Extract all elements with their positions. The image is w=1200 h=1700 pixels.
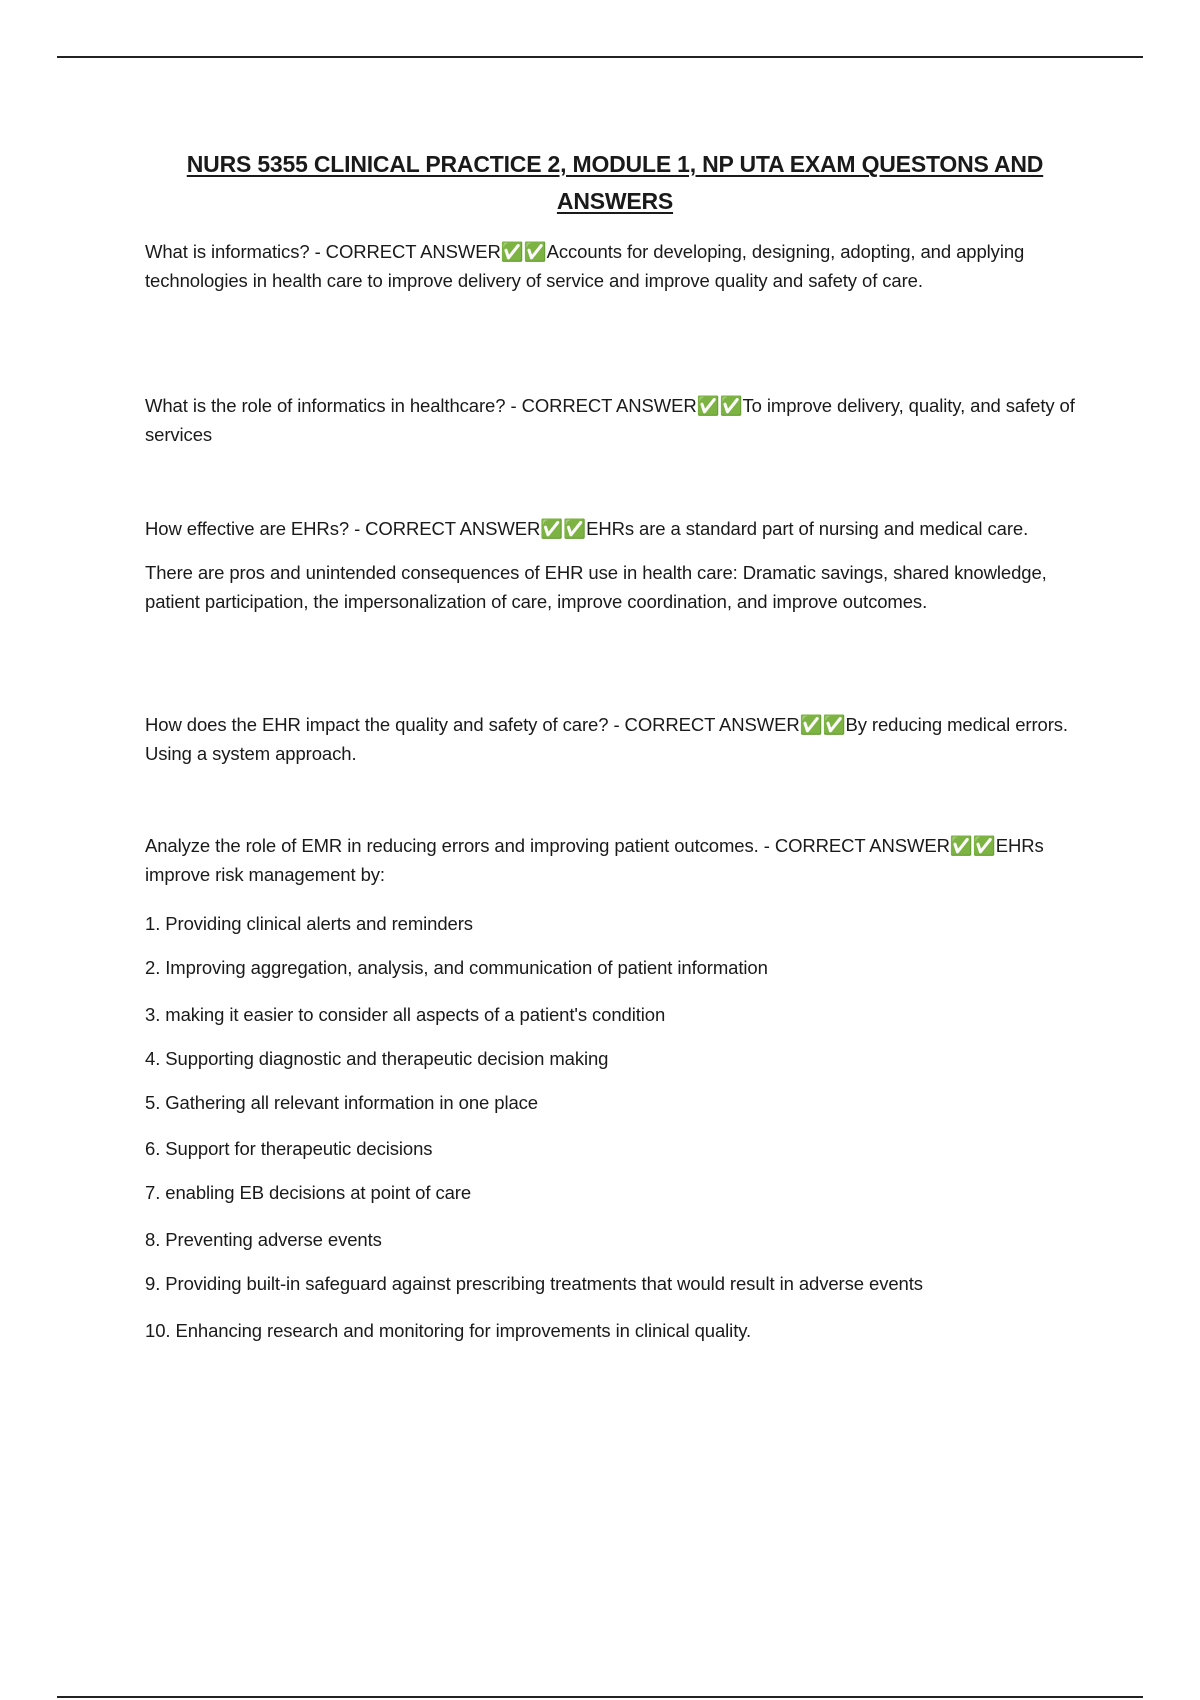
list-item: 3. making it easier to consider all aspects of a patient's condition [145, 1004, 666, 1025]
list-item: 5. Gathering all relevant information in one place [145, 1092, 538, 1113]
list-item: 2. Improving aggregation, analysis, and communication of patient information [145, 957, 768, 978]
top-divider [57, 56, 1143, 58]
list-item: 10. Enhancing research and monitoring for improvements in clinical quality. [145, 1320, 752, 1341]
qa-ehr-quality-safety: How does the EHR impact the quality and safety of care? - CORRECT ANSWER✅✅By reducing medical errors. Using a system approach. [145, 714, 1068, 764]
qa-informatics: What is informatics? - CORRECT ANSWER✅✅Accounts for developing, designing, adopting, and applying technologies in health care to improve delivery of service and improve quality and safety of care. [145, 241, 1025, 291]
list-item: 8. Preventing adverse events [145, 1229, 382, 1250]
bottom-divider [57, 1696, 1143, 1698]
qa-ehr-effectiveness-detail: There are pros and unintended consequences of EHR use in health care: Dramatic savings, shared knowledge, patient participation, the impersonalization of care, improve coordination, and improve outcomes. [145, 562, 1047, 612]
qa-emr-role: Analyze the role of EMR in reducing errors and improving patient outcomes. - CORRECT ANSWER✅✅EHRs improve risk management by: [145, 835, 1044, 885]
list-item: 9. Providing built-in safeguard against prescribing treatments that would result in adverse events [145, 1273, 923, 1294]
list-item: 7. enabling EB decisions at point of care [145, 1182, 472, 1203]
list-item: 1. Providing clinical alerts and reminders [145, 913, 473, 934]
list-item: 6. Support for therapeutic decisions [145, 1138, 433, 1159]
list-item: 4. Supporting diagnostic and therapeutic decision making [145, 1048, 609, 1069]
qa-ehr-effectiveness: How effective are EHRs? - CORRECT ANSWER✅✅EHRs are a standard part of nursing and medical care. [145, 518, 1029, 539]
document-title: NURS 5355 CLINICAL PRACTICE 2, MODULE 1, NP UTA EXAM QUESTONS AND ANSWERS [186, 151, 1044, 214]
qa-role-of-informatics: What is the role of informatics in healthcare? - CORRECT ANSWER✅✅To improve delivery, quality, and safety of services [145, 395, 1075, 445]
